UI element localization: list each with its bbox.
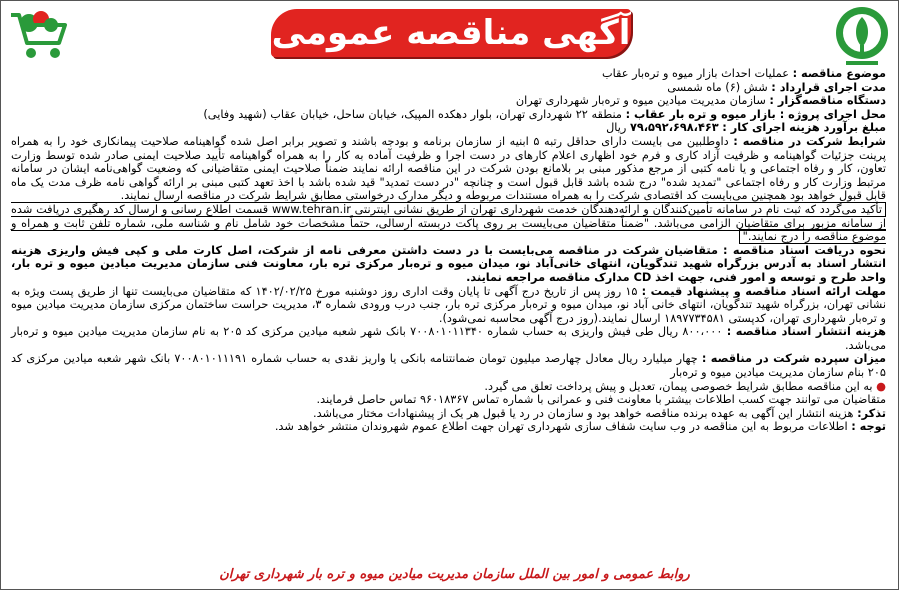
registration-notice: تأکید می‌گردد که ثبت نام در سامانه تأمین‌کنندگان و ارائه‌دهندگان خدمت شهرداری تهران از طریق نشانی اینترنتی www.tehran.ir قسمت اطلاع رسانی و ارسال کد رهگیری دریافت شده از سامانه مزبور برای متقاضیان الزامی می‌باشد. "ضمناً متقاضیان می‌بایست بر روی پاکت دربسته ارسالی، حتماً مشخصات خود شامل نام و شناسه ملی، شماره تلفن ثابت و همراه و موضوع مناقصه را درج نمایند." (11, 202, 886, 244)
contact-line: متقاضیان می توانند جهت کسب اطلاعات بیشتر با معاونت فنی و عمرانی با شماره تماس ۹۶۰۱۸۳۶۷ تماس حاصل فرمایند. (316, 393, 886, 407)
duration-line: مدت اجرای قرارداد : شش (۶) ماه شمسی (667, 80, 886, 94)
budget-line: مبلغ برآورد هزینه اجرای کار : ۷۹،۵۹۲،۶۹۸،۴۶۳ ریال (606, 121, 886, 135)
bullet-icon: ● (876, 379, 886, 393)
adjustment-line: ● به این مناقصه مطابق شرایط خصوصی پیمان، تعدیل و پیش پرداخت تعلق می گیرد. (484, 379, 886, 393)
conditions-paragraph: شرایط شرکت در مناقصه : داوطلبین می بایست دارای حداقل رتبه ۵ ابنیه از سازمان برنامه و بودجه باشند و تصویر برابر اصل شده گواهینامه صلاحیت پیمانکاری خود را به همراه پرینت جزئیات گواهینامه و ظرفیت آزاد کاری و فرم خود اظهاری اعلام کارهای در دست اجرا و ظرفیت آماده به کار را به همراه گواهینامه تأیید صلاحیت ایمنی صادر شده توسط وزارت تعاون، کار و رفاه اجتماعی و یا نامه کتبی از مرجع مذکور مبنی بر بلامانع بودن شرکت در این مناقصه ارائه نمایند ضمناً صلاحیت ایمنی متقاضیانی که وضعیت گواهی‌نامه ایشان در سامانه مرتبط وزارت کار و رفاه اجتماعی "تمدید شده" درج شده باشد قابل قبول است و چنانچه "در دست تمدید" قید شده باشد با اخذ تعهد کتبی مبنی بر ارائه گواهی نامه ظرف مدت یک ماه قابل قبول خواهد بود همچنین می‌بایست کد اقتصادی شرکت را به همراه مستندات مربوطه و دیگر مدارک درخواستی مطابق شرایط شرکت در مناقصه ارسال نمایند. (11, 134, 886, 203)
header (1, 1, 899, 67)
cart-produce-icon (7, 7, 73, 67)
page-title: آگهی مناقصه عمومی (271, 13, 631, 53)
organizer-line: دستگاه مناقصه‌گزار : سازمان مدیریت میادین میوه و تره‌بار شهرداری تهران (515, 94, 886, 108)
bond-paragraph: میزان سپرده شرکت در مناقصه : چهار میلیارد ریال معادل چهارصد میلیون تومان ضمانتنامه بانکی یا واریز نقدی به حساب شماره ۷۰۰۸۰۱۰۱۱۱۹۱ بانک شهر شعبه میادین مرکزی کد ۲۰۵ بنام سازمان مدیریت میادین میوه و تره‌بار (11, 352, 886, 380)
location-line: محل اجرای پروژه : بازار میوه و تره بار عقاب : منطقه ۲۲ شهرداری تهران، بلوار دهکده المپیک، خیابان ساحل، خیابان عقاب (شهید وفایی) (203, 107, 886, 121)
receive-documents-paragraph: نحوه دریافت اسناد مناقصه : متقاضیان شرکت در مناقصه می‌بایست با در دست داشتن معرفی نامه از شرکت، اصل کارت ملی و کپی فیش واریزی هزینه انتشار اسناد به آدرس بزرگراه شهید تندگویان، انتهای خانی‌آباد نو، میدان میوه و تره‌بار مرکزی تره بار، معاونت فنی سازمان مدیریت میادین میوه و تره بار، واحد طرح و توسعه و امور فنی، جهت اخذ CD مدارک مناقصه مراجعه نمایند. (11, 243, 887, 284)
fee-paragraph: هزینه انتشار اسناد مناقصه : ۸۰۰،۰۰۰ ریال طی فیش واریزی به حساب شماره ۷۰۰۸۰۱۰۱۱۳۴۰ بانک شهر شعبه میادین مرکزی کد ۲۰۵ به نام سازمان مدیریت میادین میوه و تره‌بار می‌باشد. (11, 325, 886, 352)
note-line: توجه : اطلاعات مربوط به این مناقصه در وب سایت شفاف سازی شهرداری تهران جهت اطلاع عموم شهروندان منتشر خواهد شد. (274, 420, 886, 434)
deadline-paragraph: مهلت ارائه اسناد مناقصه و پیشنهاد قیمت : ۱۵ روز پس از تاریخ درج آگهی تا پایان وقت اداری روز دوشنبه مورخ ۱۴۰۲/۰۲/۲۵ که متقاضیان می‌بایست تنها از طریق پست ویژه به نشانی تهران، بزرگراه شهید تندگویان، انتهای خانی آباد نو، میدان میوه و تره‌بار مرکزی تره بار، جنب درب ورودی شماره ۳، مدیریت حراست ساختمان مرکزی سازمان مدیریت میادین میوه و تره‌بار شهرداری تهران، کدپستی ۱۸۹۷۷۳۴۵۸۱ ارسال نمایند.(روز درج آگهی محاسبه نمی‌شود). (11, 284, 887, 325)
tehran-municipality-logo (832, 5, 892, 67)
subject-line: موضوع مناقصه : عملیات احداث بازار میوه و تره‌بار عقاب (601, 67, 886, 80)
reminder-line: تذکر: هزینه انتشار این آگهی به عهده برنده مناقصه خواهد بود و سازمان در رد یا قبول هر یک از پیشنهادات مختار می‌باشد. (312, 406, 886, 420)
footer-public-relations: روابط عمومی و امور بین الملل سازمان مدیریت میادین میوه و تره بار شهرداری تهران (219, 567, 690, 582)
title-banner (271, 3, 631, 63)
announcement-body (11, 67, 886, 434)
